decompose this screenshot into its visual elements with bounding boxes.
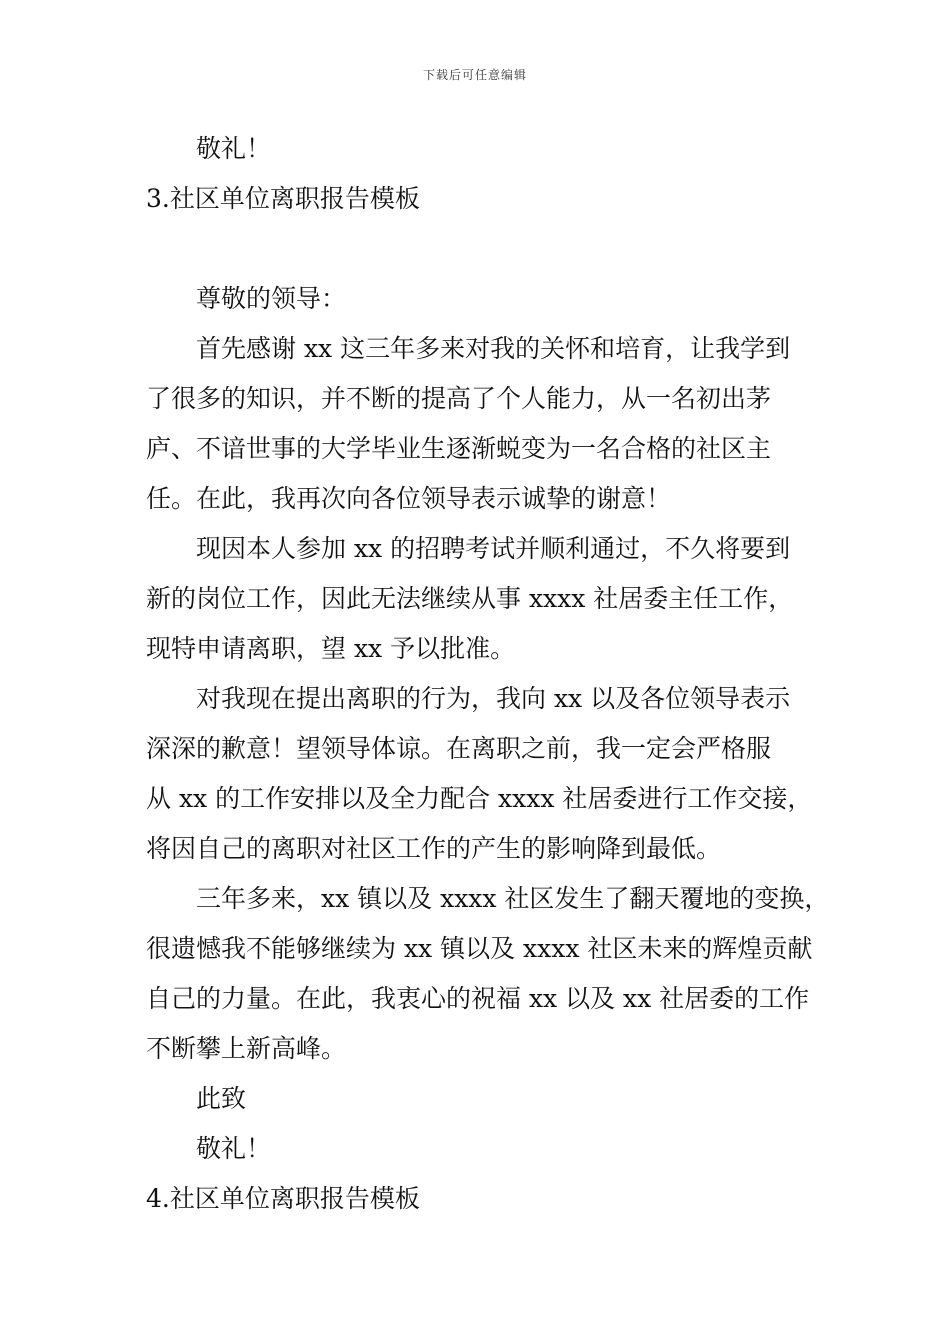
closing-salute: 敬礼！: [196, 134, 272, 163]
paragraph-1-line-3: 庐、不谙世事的大学毕业生逐渐蜕变为一名合格的社区主: [146, 434, 772, 463]
paragraph-2-line-2: 新的岗位工作，因此无法继续从事 xxxx 社居委主任工作，: [146, 584, 794, 613]
paragraph-1-line-4: 任。在此，我再次向各位领导表示诚挚的谢意！: [146, 484, 672, 513]
paragraph-1-line-2: 了很多的知识，并不断的提高了个人能力，从一名初出茅: [146, 384, 772, 413]
paragraph-4-line-2: 很遗憾我不能够继续为 xx 镇以及 xxxx 社区未来的辉煌贡献: [146, 934, 813, 963]
section-heading-3: 3.社区单位离职报告模板: [146, 184, 420, 213]
section-heading-4: 4.社区单位离职报告模板: [146, 1184, 420, 1213]
page-header: 下载后可任意编辑: [422, 68, 527, 82]
salutation: 尊敬的领导：: [196, 284, 347, 313]
paragraph-3-line-2: 深深的歉意！望领导体谅。在离职之前，我一定会严格服: [146, 734, 772, 763]
paragraph-3-line-1: 对我现在提出离职的行为，我向 xx 以及各位领导表示: [196, 684, 791, 713]
paragraph-4-line-3: 自己的力量。在此，我衷心的祝福 xx 以及 xx 社居委的工作: [146, 984, 810, 1013]
closing-phrase: 此致: [196, 1084, 247, 1113]
paragraph-3-line-4: 将因自己的离职对社区工作的产生的影响降到最低。: [146, 834, 722, 863]
paragraph-2-line-1: 现因本人参加 xx 的招聘考试并顺利通过，不久将要到: [196, 534, 791, 563]
paragraph-3-line-3: 从 xx 的工作安排以及全力配合 xxxx 社居委进行工作交接，: [146, 784, 813, 813]
paragraph-4-line-4: 不断攀上新高峰。: [146, 1034, 347, 1063]
closing-salute-2: 敬礼！: [196, 1134, 272, 1163]
paragraph-2-line-3: 现特申请离职，望 xx 予以批准。: [146, 634, 516, 663]
paragraph-1-line-1: 首先感谢 xx 这三年多来对我的关怀和培育，让我学到: [196, 334, 791, 363]
paragraph-4-line-1: 三年多来，xx 镇以及 xxxx 社区发生了翻天覆地的变换，: [196, 884, 830, 913]
